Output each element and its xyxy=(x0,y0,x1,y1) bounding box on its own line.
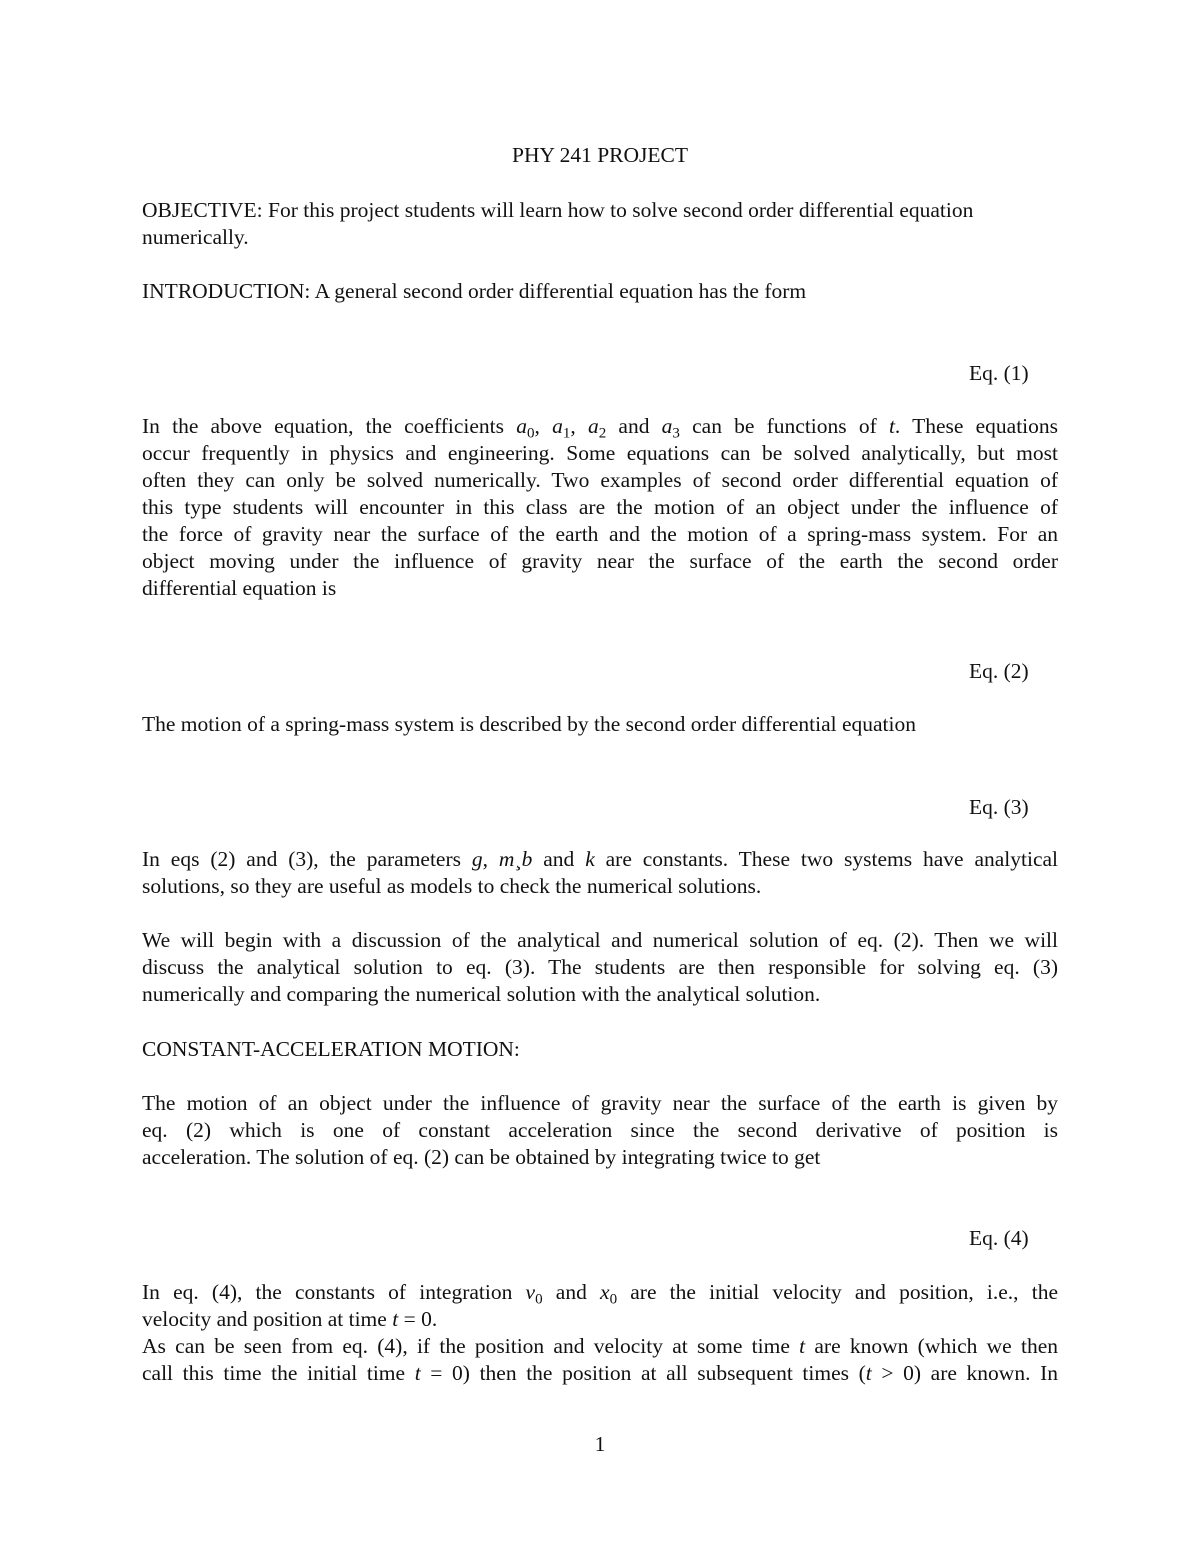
begin-line-1: We will begin with a discussion of the analytical and numerical solution of eq. (2). Then we will xyxy=(142,928,1058,952)
eq-label-2: Eq. (2) xyxy=(969,659,1029,683)
page-number: 1 xyxy=(594,1432,606,1456)
introduction-line: INTRODUCTION: A general second order differential equation has the form xyxy=(142,279,807,303)
motion-line-2: eq. (2) which is one of constant acceleration since the second derivative of position is xyxy=(142,1118,1058,1142)
params-line-1: In eqs (2) and (3), the parameters g, m¸b and k are constants. These two systems have analytical xyxy=(142,847,1059,871)
seen-paragraph xyxy=(142,1333,1058,1387)
coeff-line-1: In the above equation, the coefficients $a_0$, $a_1$, $a_2$ and $a_3$ can be functions of t. These equations xyxy=(142,414,1059,442)
coeff-line-6: object moving under the influence of gravity near the surface of the earth the second order xyxy=(142,549,1058,573)
coefficients-paragraph xyxy=(142,413,1058,602)
coeff-line-2: occur frequently in physics and engineering. Some equations can be solved analytically, but most xyxy=(142,441,1058,465)
objective-paragraph xyxy=(142,197,1058,251)
coeff-line-3: often they can only be solved numerically. Two examples of second order differential equation of xyxy=(142,468,1058,492)
seen-line-1: As can be seen from eq. (4), if the position and velocity at some time t are known (which we then xyxy=(142,1334,1058,1358)
motion-line-3: acceleration. The solution of eq. (2) can be obtained by integrating twice to get xyxy=(142,1145,821,1169)
eq-label-4: Eq. (4) xyxy=(969,1226,1029,1250)
motion-line-1: The motion of an object under the influence of gravity near the surface of the earth is given by xyxy=(142,1091,1058,1115)
objective-line-1: OBJECTIVE: For this project students will learn how to solve second order differential equation xyxy=(142,198,974,222)
constants-paragraph xyxy=(142,1279,1058,1333)
params-line-2: solutions, so they are useful as models to check the numerical solutions. xyxy=(142,874,762,898)
coeff-line-7: differential equation is xyxy=(142,576,337,600)
const-line-2: velocity and position at time t = 0. xyxy=(142,1307,438,1331)
begin-paragraph xyxy=(142,927,1058,1008)
eq-label-1: Eq. (1) xyxy=(969,361,1029,385)
parameters-paragraph xyxy=(142,846,1058,900)
motion-paragraph xyxy=(142,1090,1058,1171)
objective-line-2: numerically. xyxy=(142,225,249,249)
section-heading: CONSTANT-ACCELERATION MOTION: xyxy=(142,1037,520,1061)
coeff-line-4: this type students will encounter in this class are the motion of an object under the influence of xyxy=(142,495,1058,519)
eq-label-3: Eq. (3) xyxy=(969,795,1029,819)
seen-line-2: call this time the initial time t = 0) then the position at all subsequent times (t > 0) are known. In xyxy=(142,1361,1058,1385)
begin-line-2: discuss the analytical solution to eq. (3). The students are then responsible for solving eq. (3) xyxy=(142,955,1058,979)
const-line-1: In eq. (4), the constants of integration $v_0$ and $x_0$ are the initial velocity and position, i.e., the xyxy=(142,1280,1058,1308)
coeff-line-5: the force of gravity near the surface of the earth and the motion of a spring-mass system. For an xyxy=(142,522,1058,546)
begin-line-3: numerically and comparing the numerical solution with the analytical solution. xyxy=(142,982,821,1006)
page-title: PHY 241 PROJECT xyxy=(511,143,688,167)
spring-intro-line: The motion of a spring-mass system is described by the second order differential equation xyxy=(142,712,916,736)
